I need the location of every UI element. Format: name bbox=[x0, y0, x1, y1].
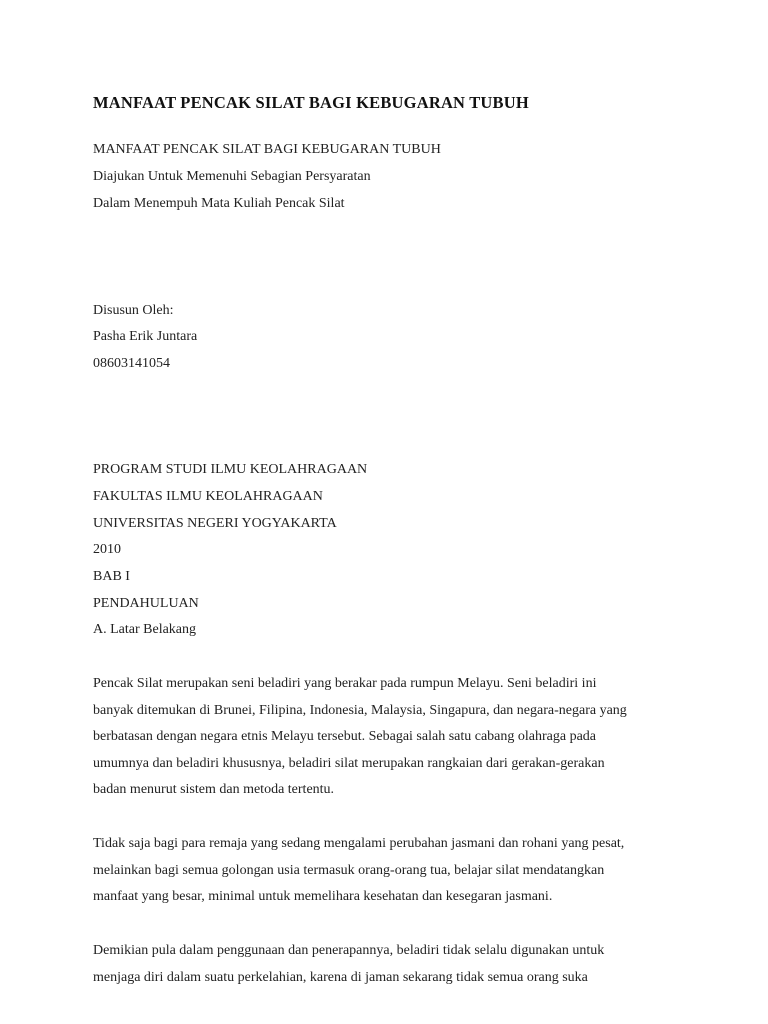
university: UNIVERSITAS NEGERI YOGYAKARTA bbox=[93, 516, 337, 531]
study-program: PROGRAM STUDI ILMU KEOLAHRAGAAN bbox=[93, 462, 368, 477]
paragraph-line: Pencak Silat merupakan seni beladiri yang berakar pada rumpun Melayu. Seni beladiri ini bbox=[93, 676, 597, 691]
paragraph-line: Tidak saja bagi para remaja yang sedang mengalami perubahan jasmani dan rohani yang pesat, bbox=[93, 836, 625, 851]
paragraph-1 bbox=[93, 671, 683, 804]
chapter-title: PENDAHULUAN bbox=[93, 596, 199, 611]
paragraph-line: umumnya dan beladiri khususnya, beladiri silat merupakan rangkaian dari gerakan-gerakan bbox=[93, 755, 605, 771]
author-id: 08603141054 bbox=[93, 356, 170, 371]
faculty: FAKULTAS ILMU KEOLAHRAGAAN bbox=[93, 489, 323, 504]
paragraph-line: badan menurut sistem dan metoda tertentu. bbox=[93, 782, 335, 798]
chapter-number: BAB I bbox=[93, 569, 130, 584]
section-heading: A. Latar Belakang bbox=[93, 622, 197, 637]
paragraph-line: melainkan bagi semua golongan usia termasuk orang-orang tua, belajar silat mendatangkan bbox=[93, 862, 605, 878]
cover-subtitle-1: Diajukan Untuk Memenuhi Sebagian Persyaratan bbox=[93, 169, 371, 184]
paragraph-line: menjaga diri dalam suatu perkelahian, karena di jaman sekarang tidak semua orang suka bbox=[93, 969, 588, 985]
year: 2010 bbox=[93, 542, 121, 557]
paragraph-2 bbox=[93, 831, 683, 911]
paragraph-3 bbox=[93, 938, 683, 991]
paragraph-line: manfaat yang besar, minimal untuk memelihara kesehatan dan kesegaran jasmani. bbox=[93, 889, 553, 905]
document-heading: MANFAAT PENCAK SILAT BAGI KEBUGARAN TUBUH bbox=[93, 93, 529, 112]
cover-subtitle-2: Dalam Menempuh Mata Kuliah Pencak Silat bbox=[93, 196, 345, 211]
paragraph-line: Demikian pula dalam penggunaan dan penerapannya, beladiri tidak selalu digunakan untuk bbox=[93, 943, 605, 958]
author-name: Pasha Erik Juntara bbox=[93, 329, 198, 344]
compiled-by-label: Disusun Oleh: bbox=[93, 303, 174, 318]
paragraph-line: banyak ditemukan di Brunei, Filipina, Indonesia, Malaysia, Singapura, dan negara-negara yang bbox=[93, 702, 627, 718]
paragraph-line: berbatasan dengan negara etnis Melayu tersebut. Sebagai salah satu cabang olahraga pada bbox=[93, 729, 597, 745]
cover-title: MANFAAT PENCAK SILAT BAGI KEBUGARAN TUBUH bbox=[93, 142, 441, 157]
